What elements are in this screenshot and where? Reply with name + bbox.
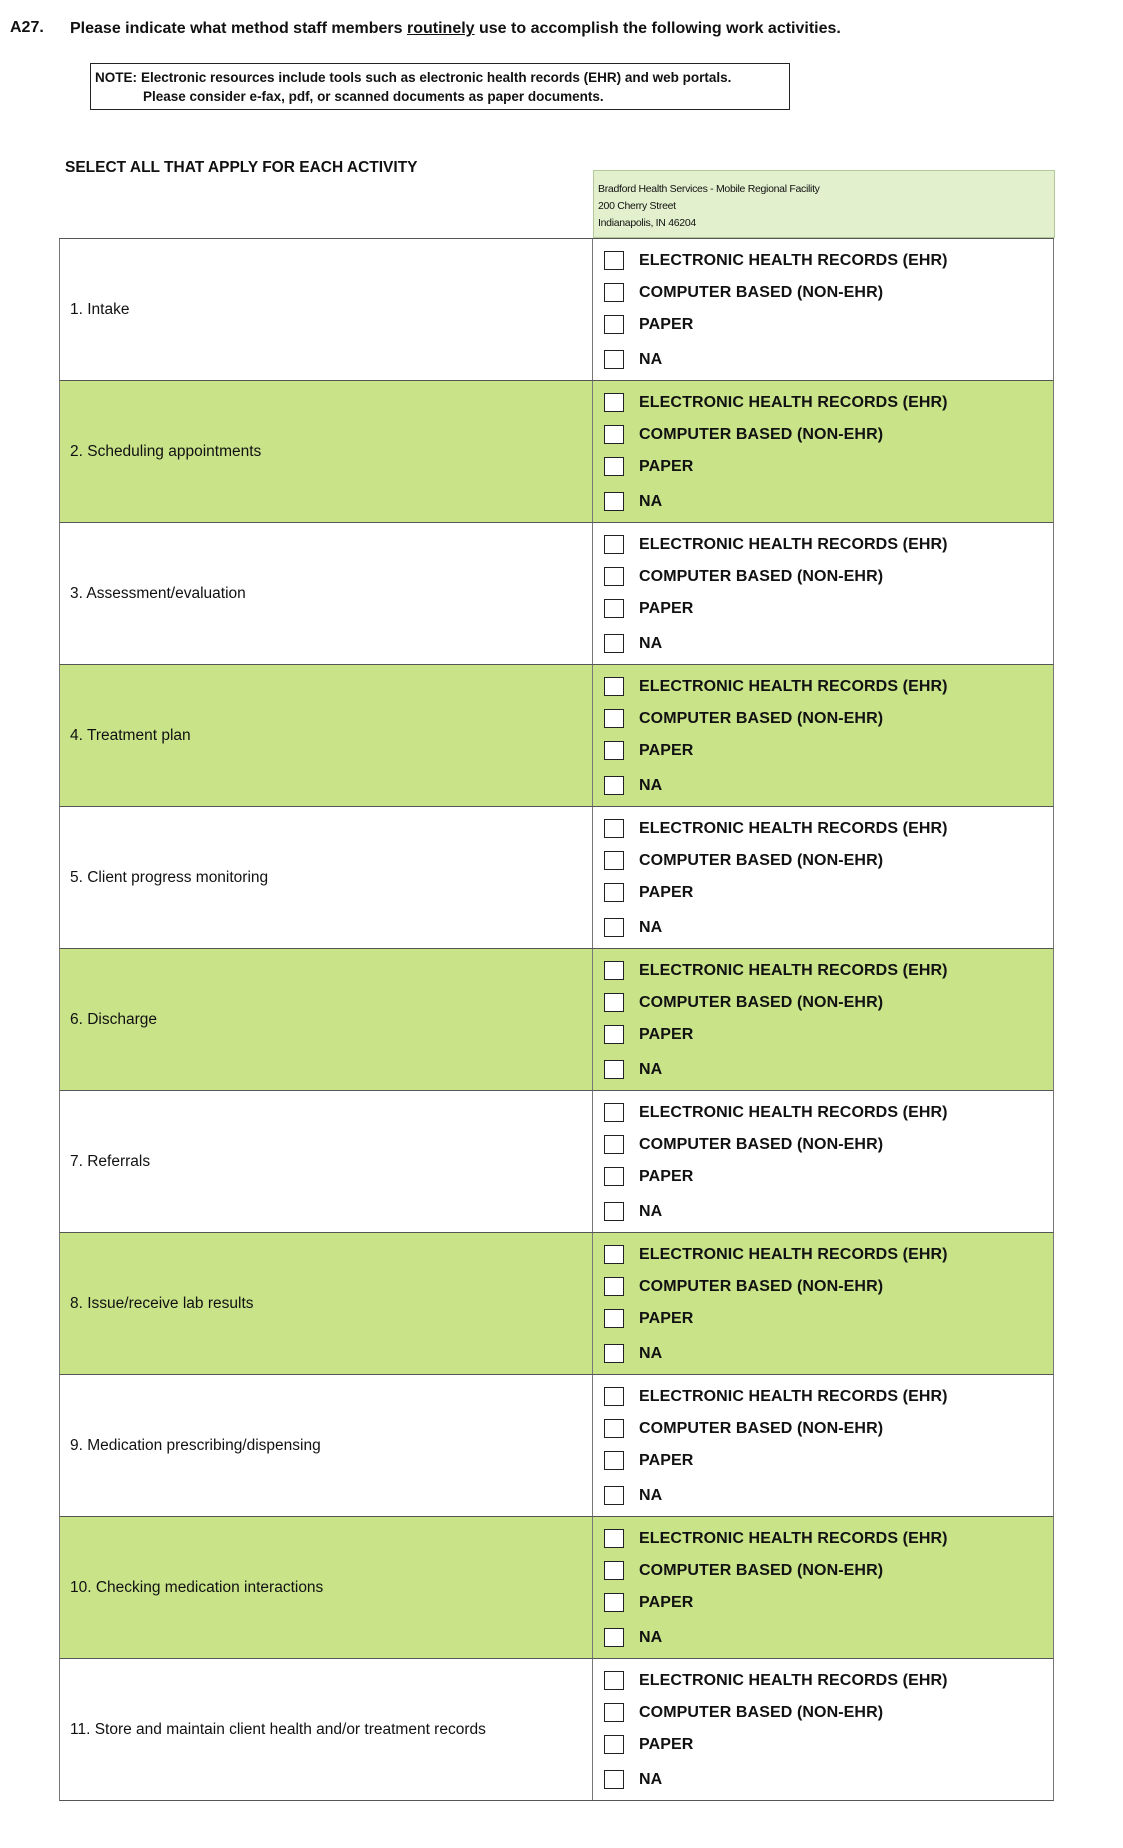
- option-label: PAPER: [639, 315, 694, 333]
- option-paper: [604, 599, 693, 618]
- option-label: ELECTRONIC HEALTH RECORDS (EHR): [639, 251, 948, 269]
- option-label: NA: [639, 492, 663, 510]
- option-label: PAPER: [639, 1593, 694, 1611]
- checkbox-paper[interactable]: [604, 741, 624, 760]
- activity-row: [59, 1091, 1054, 1233]
- activity-row: [59, 1375, 1054, 1517]
- activity-label: 7. Referrals: [60, 1091, 593, 1232]
- option-paper: [604, 741, 693, 760]
- option-paper: [604, 1593, 693, 1612]
- checkbox-computer-based[interactable]: [604, 709, 624, 728]
- checkbox-paper[interactable]: [604, 315, 624, 334]
- option-computer-based: [604, 993, 883, 1012]
- option-label: NA: [639, 634, 663, 652]
- option-label: NA: [639, 1486, 663, 1504]
- option-computer-based: [604, 709, 883, 728]
- activity-row: [59, 1233, 1054, 1375]
- option-paper: [604, 315, 693, 334]
- checkbox-paper[interactable]: [604, 1167, 624, 1186]
- option-label: COMPUTER BASED (NON-EHR): [639, 851, 884, 869]
- option-label: ELECTRONIC HEALTH RECORDS (EHR): [639, 535, 948, 553]
- checkbox-computer-based[interactable]: [604, 1277, 624, 1296]
- checkbox-computer-based[interactable]: [604, 1561, 624, 1580]
- checkbox-computer-based[interactable]: [604, 283, 624, 302]
- checkbox-paper[interactable]: [604, 1025, 624, 1044]
- option-ehr: [604, 535, 948, 554]
- option-label: NA: [639, 1060, 663, 1078]
- option-na: [604, 1628, 662, 1647]
- checkbox-paper[interactable]: [604, 883, 624, 902]
- question-number: A27.: [10, 19, 44, 36]
- option-paper: [604, 1309, 693, 1328]
- option-label: PAPER: [639, 1735, 694, 1753]
- note-line-2: Please consider e-fax, pdf, or scanned documents as paper documents.: [143, 89, 604, 104]
- option-label: PAPER: [639, 741, 694, 759]
- activity-label: 8. Issue/receive lab results: [60, 1233, 593, 1374]
- activity-label: 6. Discharge: [60, 949, 593, 1090]
- option-ehr: [604, 1103, 948, 1122]
- activity-row: [59, 239, 1054, 381]
- activity-row: [59, 949, 1054, 1091]
- option-ehr: [604, 677, 948, 696]
- option-na: [604, 1202, 662, 1221]
- option-group: [594, 239, 1054, 380]
- option-computer-based: [604, 1135, 883, 1154]
- option-na: [604, 776, 662, 795]
- activity-label: 3. Assessment/evaluation: [60, 523, 593, 664]
- option-paper: [604, 883, 693, 902]
- checkbox-na[interactable]: [604, 776, 624, 795]
- option-ehr: [604, 393, 948, 412]
- checkbox-na[interactable]: [604, 1770, 624, 1789]
- option-computer-based: [604, 567, 883, 586]
- checkbox-paper[interactable]: [604, 599, 624, 618]
- checkbox-computer-based[interactable]: [604, 1135, 624, 1154]
- option-label: COMPUTER BASED (NON-EHR): [639, 1561, 884, 1579]
- checkbox-na[interactable]: [604, 634, 624, 653]
- activity-grid: [59, 238, 1054, 1801]
- option-group: [594, 1091, 1054, 1232]
- checkbox-na[interactable]: [604, 492, 624, 511]
- option-computer-based: [604, 1561, 883, 1580]
- facility-city: Indianapolis, IN 46204: [598, 217, 696, 229]
- activity-label: 2. Scheduling appointments: [60, 381, 593, 522]
- checkbox-na[interactable]: [604, 1628, 624, 1647]
- option-ehr: [604, 1671, 948, 1690]
- option-label: COMPUTER BASED (NON-EHR): [639, 283, 884, 301]
- checkbox-ehr[interactable]: [604, 961, 624, 980]
- option-na: [604, 1344, 662, 1363]
- option-paper: [604, 1167, 693, 1186]
- option-ehr: [604, 251, 948, 270]
- checkbox-computer-based[interactable]: [604, 851, 624, 870]
- option-label: COMPUTER BASED (NON-EHR): [639, 993, 884, 1011]
- checkbox-na[interactable]: [604, 918, 624, 937]
- checkbox-computer-based[interactable]: [604, 1419, 624, 1438]
- checkbox-na[interactable]: [604, 350, 624, 369]
- checkbox-na[interactable]: [604, 1060, 624, 1079]
- option-label: PAPER: [639, 457, 694, 475]
- activity-label: 10. Checking medication interactions: [60, 1517, 593, 1658]
- activity-label: 11. Store and maintain client health and/or treatment records: [60, 1659, 593, 1800]
- activity-row: [59, 1659, 1054, 1801]
- option-label: NA: [639, 350, 663, 368]
- option-label: PAPER: [639, 599, 694, 617]
- checkbox-ehr[interactable]: [604, 677, 624, 696]
- option-label: PAPER: [639, 1309, 694, 1327]
- checkbox-ehr[interactable]: [604, 1387, 624, 1406]
- option-label: COMPUTER BASED (NON-EHR): [639, 1703, 884, 1721]
- option-na: [604, 918, 662, 937]
- checkbox-computer-based[interactable]: [604, 425, 624, 444]
- checkbox-ehr[interactable]: [604, 819, 624, 838]
- option-na: [604, 492, 662, 511]
- option-na: [604, 634, 662, 653]
- option-group: [594, 1375, 1054, 1516]
- option-ehr: [604, 961, 948, 980]
- activity-label: 5. Client progress monitoring: [60, 807, 593, 948]
- option-ehr: [604, 1529, 948, 1548]
- activity-label: 9. Medication prescribing/dispensing: [60, 1375, 593, 1516]
- option-computer-based: [604, 283, 883, 302]
- option-label: ELECTRONIC HEALTH RECORDS (EHR): [639, 1529, 948, 1547]
- checkbox-na[interactable]: [604, 1202, 624, 1221]
- checkbox-na[interactable]: [604, 1486, 624, 1505]
- option-na: [604, 350, 662, 369]
- option-label: NA: [639, 1202, 663, 1220]
- option-na: [604, 1770, 662, 1789]
- question-text: Please indicate what method staff members routinely use to accomplish the following work activities.: [70, 20, 841, 37]
- note-box: [90, 63, 790, 110]
- option-label: NA: [639, 1344, 663, 1362]
- checkbox-paper[interactable]: [604, 1735, 624, 1754]
- checkbox-ehr[interactable]: [604, 1103, 624, 1122]
- option-group: [594, 807, 1054, 948]
- option-na: [604, 1060, 662, 1079]
- option-group: [594, 1517, 1054, 1658]
- option-label: COMPUTER BASED (NON-EHR): [639, 567, 884, 585]
- checkbox-ehr[interactable]: [604, 1245, 624, 1264]
- option-group: [594, 665, 1054, 806]
- option-paper: [604, 1025, 693, 1044]
- emphasis-routinely: routinely: [407, 20, 475, 37]
- checkbox-ehr[interactable]: [604, 393, 624, 412]
- option-na: [604, 1486, 662, 1505]
- option-label: ELECTRONIC HEALTH RECORDS (EHR): [639, 1387, 948, 1405]
- checkbox-computer-based[interactable]: [604, 1703, 624, 1722]
- option-label: COMPUTER BASED (NON-EHR): [639, 1135, 884, 1153]
- option-computer-based: [604, 425, 883, 444]
- option-paper: [604, 1451, 693, 1470]
- activity-label: 1. Intake: [60, 239, 593, 380]
- activity-row: [59, 381, 1054, 523]
- activity-row: [59, 807, 1054, 949]
- option-label: ELECTRONIC HEALTH RECORDS (EHR): [639, 677, 948, 695]
- option-label: PAPER: [639, 883, 694, 901]
- option-label: COMPUTER BASED (NON-EHR): [639, 1419, 884, 1437]
- option-label: NA: [639, 1628, 663, 1646]
- checkbox-paper[interactable]: [604, 1593, 624, 1612]
- option-computer-based: [604, 1703, 883, 1722]
- activity-row: [59, 665, 1054, 807]
- option-computer-based: [604, 851, 883, 870]
- option-label: COMPUTER BASED (NON-EHR): [639, 425, 884, 443]
- activity-row: [59, 1517, 1054, 1659]
- option-label: ELECTRONIC HEALTH RECORDS (EHR): [639, 393, 948, 411]
- option-label: ELECTRONIC HEALTH RECORDS (EHR): [639, 1671, 948, 1689]
- option-label: COMPUTER BASED (NON-EHR): [639, 709, 884, 727]
- option-paper: [604, 1735, 693, 1754]
- checkbox-ehr[interactable]: [604, 1529, 624, 1548]
- option-paper: [604, 457, 693, 476]
- note-line-1: Electronic resources include tools such as electronic health records (EHR) and web portals.: [141, 70, 732, 85]
- option-group: [594, 1233, 1054, 1374]
- checkbox-ehr[interactable]: [604, 251, 624, 270]
- option-label: ELECTRONIC HEALTH RECORDS (EHR): [639, 961, 948, 979]
- checkbox-ehr[interactable]: [604, 535, 624, 554]
- option-group: [594, 523, 1054, 664]
- option-label: NA: [639, 1770, 663, 1788]
- checkbox-paper[interactable]: [604, 1309, 624, 1328]
- checkbox-computer-based[interactable]: [604, 567, 624, 586]
- option-group: [594, 381, 1054, 522]
- option-ehr: [604, 1387, 948, 1406]
- facility-street: 200 Cherry Street: [598, 200, 676, 212]
- checkbox-na[interactable]: [604, 1344, 624, 1363]
- activity-label: 4. Treatment plan: [60, 665, 593, 806]
- option-ehr: [604, 1245, 948, 1264]
- note-label: NOTE:: [95, 70, 137, 85]
- select-all-instruction: SELECT ALL THAT APPLY FOR EACH ACTIVITY: [65, 159, 418, 176]
- checkbox-paper[interactable]: [604, 457, 624, 476]
- checkbox-ehr[interactable]: [604, 1671, 624, 1690]
- option-computer-based: [604, 1419, 883, 1438]
- option-label: PAPER: [639, 1167, 694, 1185]
- option-computer-based: [604, 1277, 883, 1296]
- activity-row: [59, 523, 1054, 665]
- checkbox-paper[interactable]: [604, 1451, 624, 1470]
- option-label: COMPUTER BASED (NON-EHR): [639, 1277, 884, 1295]
- option-label: ELECTRONIC HEALTH RECORDS (EHR): [639, 1103, 948, 1121]
- facility-header: [593, 170, 1055, 238]
- option-group: [594, 949, 1054, 1090]
- option-label: PAPER: [639, 1451, 694, 1469]
- option-ehr: [604, 819, 948, 838]
- option-label: ELECTRONIC HEALTH RECORDS (EHR): [639, 819, 948, 837]
- option-label: PAPER: [639, 1025, 694, 1043]
- option-label: ELECTRONIC HEALTH RECORDS (EHR): [639, 1245, 948, 1263]
- facility-name: Bradford Health Services - Mobile Regional Facility: [598, 183, 820, 195]
- option-label: NA: [639, 776, 663, 794]
- option-label: NA: [639, 918, 663, 936]
- checkbox-computer-based[interactable]: [604, 993, 624, 1012]
- option-group: [594, 1659, 1054, 1800]
